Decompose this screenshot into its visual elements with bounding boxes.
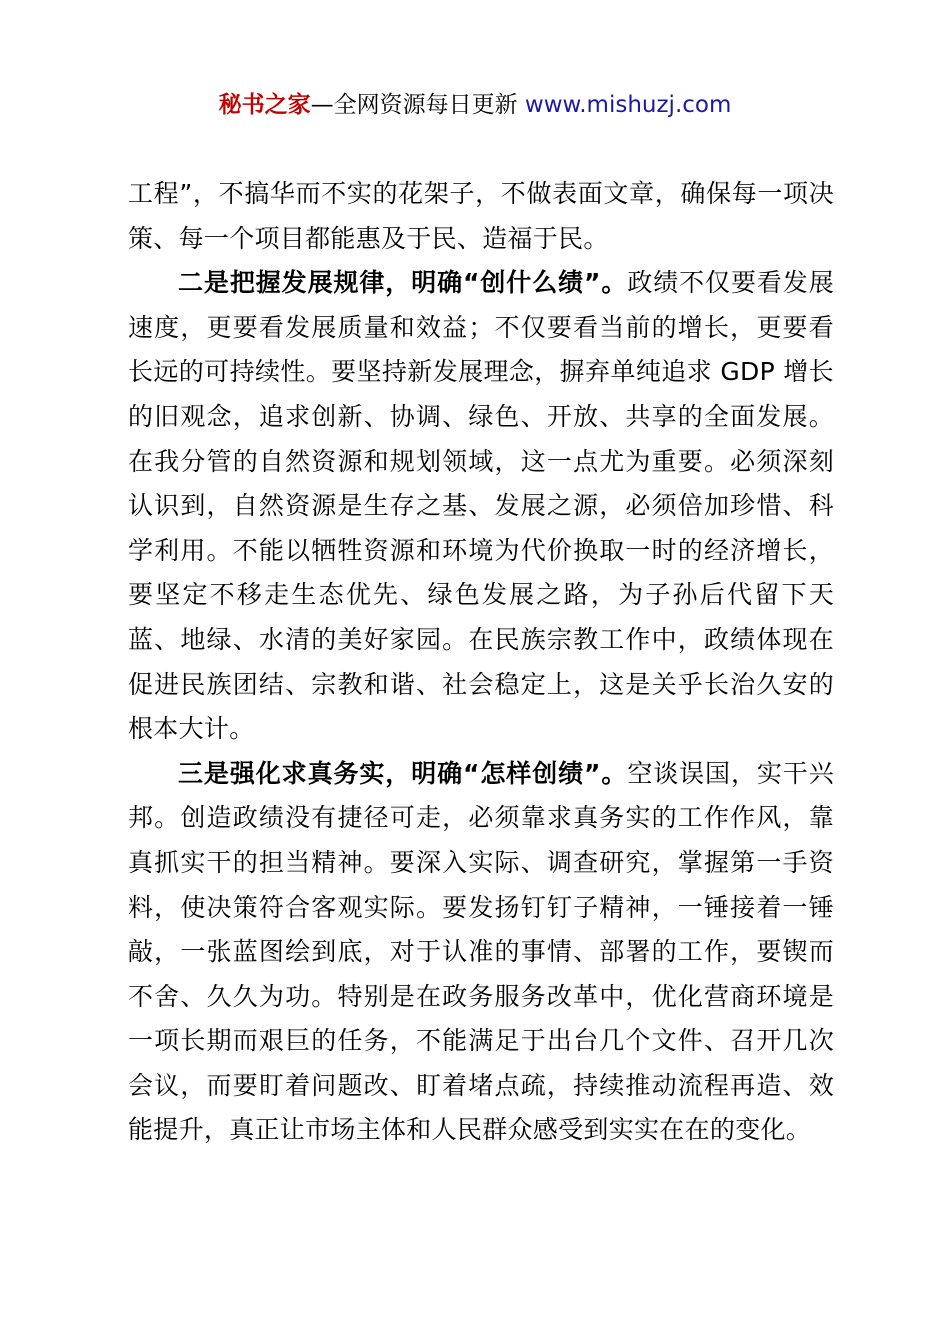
paragraph-heading: 二是把握发展规律，明确“创什么绩”。 <box>178 268 628 298</box>
paragraph-text: 空谈误国，实干兴邦。创造政绩没有捷径可走，必须靠求真务实的工作作风，靠真抓实干的担当精神。要深入实际、调查研究，掌握第一手资料，使决策符合客观实际。要发扬钉钉子精神，一锤接着一锤敲，一张蓝图绘到底，对于认准的事情、部署的工作，要锲而不舍、久久为功。特别是在政务服务改革中，优化营商环境是一项长期而艰巨的任务，不能满足于出台几个文件、召开几次会议，而要盯着问题改、盯着堵点疏，持续推动流程再造、效能提升，真正让市场主体和人民群众感受到实实在在的变化。 <box>128 758 835 1145</box>
page-header <box>0 88 950 122</box>
paragraph-text: 政绩不仅要看发展速度，更要看发展质量和效益；不仅要看当前的增长，更要看长远的可持续性。要坚持新发展理念，摒弃单纯追求 GDP 增长的旧观念，追求创新、协调、绿色、开放、共享的全面发展。在我分管的自然资源和规划领域，这一点尤为重要。必须深刻认识到，自然资源是生存之基、发展之源，必须倍加珍惜、科学利用。不能以牺牲资源和环境为代价换取一时的经济增长，要坚定不移走生态优先、绿色发展之路，为子孙后代留下天蓝、地绿、水清的美好家园。在民族宗教工作中，政绩体现在促进民族团结、宗教和谐、社会稳定上，这是关乎长治久安的根本大计。 <box>128 268 835 744</box>
document-body <box>128 172 834 1153</box>
paragraph-development-rules <box>128 261 834 752</box>
header-tagline: —全网资源每日更新 <box>310 92 525 118</box>
paragraph-text: 工程”，不搞华而不实的花架子，不做表面文章，确保每一项决策、每一个项目都能惠及于民、造福于民。 <box>128 179 834 253</box>
site-url-link[interactable]: www.mishuzj.com <box>524 92 732 118</box>
paragraph-continuation <box>128 172 834 261</box>
paragraph-pragmatism <box>128 752 834 1153</box>
brand-name: 秘书之家 <box>218 92 311 118</box>
paragraph-heading: 三是强化求真务实，明确“怎样创绩”。 <box>178 758 628 788</box>
